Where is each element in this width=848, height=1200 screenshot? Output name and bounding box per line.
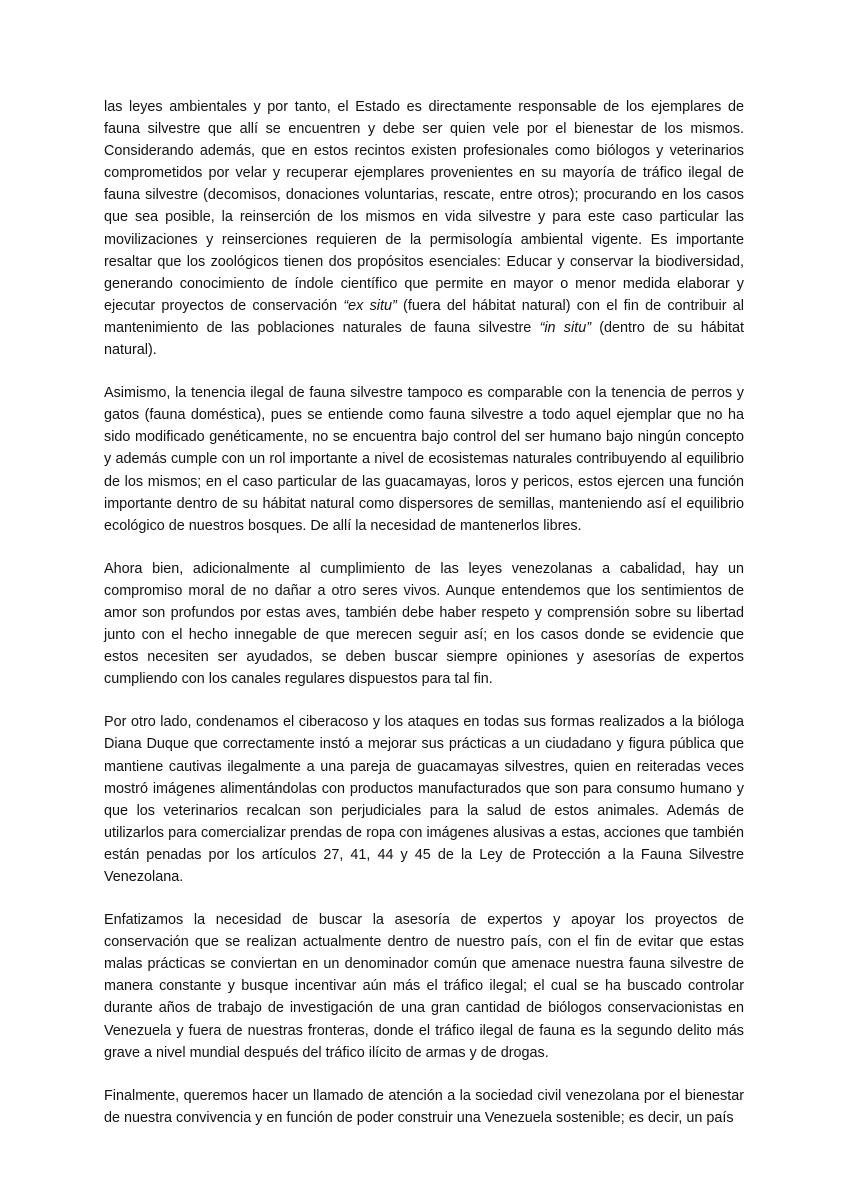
paragraph-illegal-ownership: Asimismo, la tenencia ilegal de fauna silvestre tampoco es comparable con la tenencia de perros y gatos (fauna doméstica), pues se entiende como fauna silvestre a todo aquel ejemplar que no ha sido modificado genéticamente, no se encuentra bajo control del ser humano bajo ningún concepto y además cumple con un rol importante a nivel de ecosistemas naturales contribuyendo al equilibrio de los mismos; en el caso particular de las guacamayas, loros y pericos, estos ejercen una función importante dentro de su hábitat natural como dispersores de semillas, manteniendo así el equilibrio ecológico de nuestros bosques. De allí la necesidad de mantenerlos libres.	[104, 385, 744, 534]
italic-term-in-situ: “in situ”	[539, 319, 591, 336]
paragraph-text: las leyes ambientales y por tanto, el Estado es directamente responsable de los ejemplares de fauna silvestre que allí se encuentren y debe ser quien vele por el bienestar de los mismos. Considerando además, que en estos recintos existen profesionales como biólogos y veterinarios comprometidos por velar y recuperar ejemplares provenientes en su mayoría de tráfico ilegal de fauna silvestre (decomisos, donaciones voluntarias, rescate, entre otros); procurando en los casos que sea posible, la reinserción de los mismos en vida silvestre y para este caso particular las movilizaciones y reinserciones requieren de la permisología ambiental vigente. Es importante resaltar que los zoológicos tienen dos propósitos esenciales: Educar y conservar la biodiversidad, generando conocimiento de índole científico que permite en mayor o menor medida elaborar y ejecutar proyectos de conservación	[104, 99, 744, 314]
paragraph-cyberbullying: Por otro lado, condenamos el ciberacoso y los ataques en todas sus formas realizados a la bióloga Diana Duque que correctamente instó a mejorar sus prácticas a un ciudadano y figura pública que mantiene cautivas ilegalmente a una pareja de guacamayas silvestres, quien en reiteradas veces mostró imágenes alimentándolas con productos manufacturados que son para consumo humano y que los veterinarios recalcan son perjudiciales para la salud de estos animales. Además de utilizarlos para comercializar prendas de ropa con imágenes alusivas a estas, acciones que también están penadas por los artículos 27, 41, 44 y 45 de la Ley de Protección a la Fauna Silvestre Venezolana.	[104, 714, 744, 885]
paragraph-zoo-responsibility	[104, 96, 744, 361]
paragraph-text: (dentro de su hábitat natural).	[104, 319, 744, 359]
paragraph-text: (fuera del hábitat natural) con el fin de contribuir al mantenimiento de las poblaciones naturales de fauna silvestre	[104, 297, 744, 336]
italic-term-ex-situ: “ex situ”	[343, 297, 397, 314]
paragraph-expert-advice: Enfatizamos la necesidad de buscar la asesoría de expertos y apoyar los proyectos de conservación que se realizan actualmente dentro de nuestro país, con el fin de evitar que estas malas prácticas se conviertan en un denominador común que amenace nuestra fauna silvestre de manera constante y busque incentivar aún más el tráfico ilegal; el cual se ha buscado controlar durante años de trabajo de investigación de una gran cantidad de biólogos conservacionistas en Venezuela y fuera de nuestras fronteras, donde el tráfico ilegal de fauna es la segundo delito más grave a nivel mundial después del tráfico ilícito de armas y de drogas.	[104, 912, 744, 1061]
paragraph-moral-commitment: Ahora bien, adicionalmente al cumplimiento de las leyes venezolanas a cabalidad, hay un compromiso moral de no dañar a otro seres vivos. Aunque entendemos que los sentimientos de amor son profundos por estas aves, también debe haber respeto y comprensión sobre su libertad junto con el hecho innegable de que merecen seguir así; en los casos donde se evidencie que estos necesiten ser ayudados, se deben buscar siempre opiniones y asesorías de expertos cumpliendo con los canales regulares dispuestos para tal fin.	[104, 560, 744, 688]
document-page	[104, 96, 744, 1150]
paragraph-final-call: Finalmente, queremos hacer un llamado de atención a la sociedad civil venezolana por el bienestar de nuestra convivencia y en función de poder construir una Venezuela sostenible; es decir, un país	[104, 1087, 744, 1126]
